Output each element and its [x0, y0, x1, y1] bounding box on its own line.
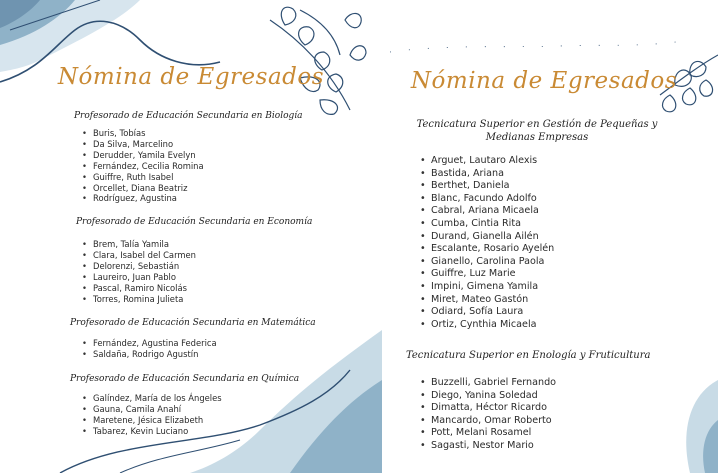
list-item: • Ortiz, Cynthia Micaela: [420, 319, 554, 332]
list-item: • Dimatta, Héctor Ricardo: [420, 402, 556, 415]
list-item: • Miret, Mateo Gastón: [420, 294, 554, 307]
section-heading: Profesorado de Educación Secundaria en Matemática: [70, 318, 316, 328]
section-heading: Tecnicatura Superior en Gestión de Pequeñas y Medianas Empresas: [416, 119, 658, 143]
list-item: • Durand, Gianella Ailén: [420, 231, 554, 244]
list-item: • Da Silva, Marcelino: [82, 139, 204, 150]
list-item: • Derudder, Yamila Evelyn: [82, 150, 204, 161]
list-item: • Brem, Talía Yamila: [82, 239, 196, 250]
section-heading: Profesorado de Educación Secundaria en Economía: [76, 217, 313, 227]
graduate-list: [420, 155, 554, 331]
list-item: • Fernández, Cecilia Romina: [82, 161, 204, 172]
list-item: • Cumba, Cintia Rita: [420, 218, 554, 231]
list-item: • Blanc, Facundo Adolfo: [420, 193, 554, 206]
graduate-list: [82, 338, 217, 360]
list-item: • Pott, Melani Rosamel: [420, 427, 556, 440]
list-item: • Diego, Yanina Soledad: [420, 390, 556, 403]
list-item: • Mancardo, Omar Roberto: [420, 415, 556, 428]
list-item: • Buzzelli, Gabriel Fernando: [420, 377, 556, 390]
list-item: • Cabral, Ariana Micaela: [420, 205, 554, 218]
list-item: • Guiffre, Luz Marie: [420, 268, 554, 281]
graduate-list: [82, 239, 196, 304]
list-item: • Fernández, Agustina Federica: [82, 338, 217, 349]
list-item: • Impini, Gimena Yamila: [420, 281, 554, 294]
list-item: • Buris, Tobías: [82, 128, 204, 139]
graduate-list: [420, 377, 556, 453]
list-item: • Torres, Romina Julieta: [82, 294, 196, 305]
page-title: Nómina de Egresados: [410, 68, 678, 94]
list-item: • Rodríguez, Agustina: [82, 193, 204, 204]
list-item: • Arguet, Lautaro Alexis: [420, 155, 554, 168]
page-title: Nómina de Egresados: [57, 64, 325, 90]
list-item: • Laureiro, Juan Pablo: [82, 272, 196, 283]
right-page: [390, 0, 718, 473]
list-item: • Maretene, Jésica Elizabeth: [82, 415, 222, 426]
section-heading: Profesorado de Educación Secundaria en Biología: [74, 111, 303, 121]
section-heading: Tecnicatura Superior en Enología y Fruticultura: [406, 350, 651, 361]
list-item: • Sagasti, Nestor Mario: [420, 440, 556, 453]
list-item: • Galíndez, María de los Ángeles: [82, 393, 222, 404]
list-item: • Escalante, Rosario Ayelén: [420, 243, 554, 256]
list-item: • Delorenzi, Sebastián: [82, 261, 196, 272]
list-item: • Saldaña, Rodrigo Agustín: [82, 349, 217, 360]
section-heading: Profesorado de Educación Secundaria en Química: [70, 374, 300, 384]
page-divider: [382, 0, 390, 473]
graduate-list: [82, 393, 222, 437]
graduate-list: [82, 128, 204, 204]
list-item: • Orcellet, Diana Beatriz: [82, 183, 204, 194]
list-item: • Gianello, Carolina Paola: [420, 256, 554, 269]
leaf-branch-icon: [270, 7, 366, 114]
list-item: • Berthet, Daniela: [420, 180, 554, 193]
list-item: • Guiffre, Ruth Isabel: [82, 172, 204, 183]
list-item: • Clara, Isabel del Carmen: [82, 250, 196, 261]
list-item: • Pascal, Ramiro Nicolás: [82, 283, 196, 294]
list-item: • Bastida, Ariana: [420, 168, 554, 181]
list-item: • Gauna, Camila Anahí: [82, 404, 222, 415]
list-item: • Tabarez, Kevin Luciano: [82, 426, 222, 437]
list-item: • Odiard, Sofía Laura: [420, 306, 554, 319]
